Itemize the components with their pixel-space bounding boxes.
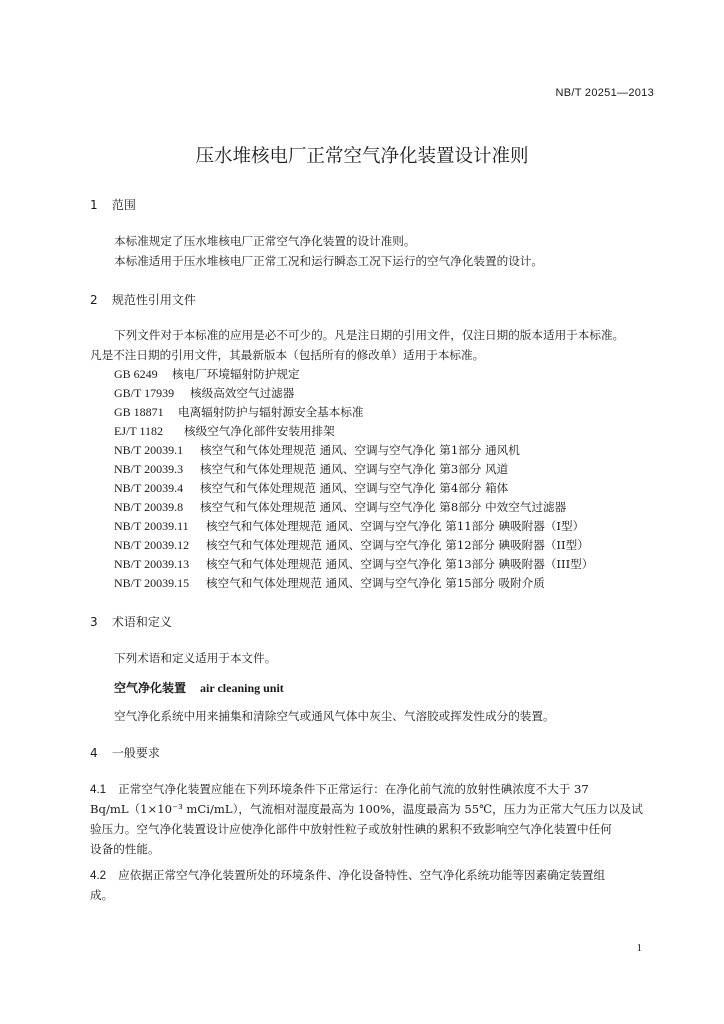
- page-title: 压水堆核电厂正常空气净化装置设计准则: [195, 146, 529, 167]
- reference-title: 核空气和气体处理规范 通风、空调与空气净化 第12部分 碘吸附器（II型）: [206, 538, 589, 552]
- clause-4-1: [90, 781, 589, 797]
- reference-title: 核空气和气体处理规范 通风、空调与空气净化 第4部分 箱体: [200, 481, 509, 495]
- reference-code: NB/T 20039.8: [114, 500, 184, 514]
- reference-item: [114, 423, 335, 439]
- reference-item: [114, 461, 508, 477]
- reference-item: [114, 518, 584, 534]
- section-number: 2: [90, 293, 98, 307]
- paragraph-line: 验压力。空气净化装置设计应使净化部件中放射性粒子或放射性碘的累积不致影响空气净化装置中任何: [90, 822, 612, 836]
- reference-item: [114, 499, 566, 515]
- reference-item: [114, 556, 593, 572]
- paragraph-line: Bq/mL（1×10⁻³ mCi/mL），气流相对湿度最高为 100%，温度最高为 55℃，压力为正常大气压力以及试: [90, 802, 643, 816]
- reference-item: [114, 442, 520, 458]
- reference-code: EJ/T 1182: [114, 424, 164, 438]
- paragraph-line: 下列文件对于本标准的应用是必不可少的。凡是注日期的引用文件，仅注日期的版本适用于本标准。: [114, 328, 625, 342]
- reference-code: GB 6249: [114, 367, 158, 381]
- reference-item: [114, 385, 294, 401]
- paragraph-line: 本标准规定了压水堆核电厂正常空气净化装置的设计准则。: [114, 234, 416, 248]
- section-title: 术语和定义: [111, 615, 172, 629]
- term-entry: [114, 679, 284, 696]
- reference-code: NB/T 20039.4: [114, 481, 184, 495]
- reference-title: 电离辐射防护与辐射源安全基本标准: [178, 405, 364, 419]
- section-number: 3: [90, 615, 98, 629]
- reference-item: [114, 366, 300, 382]
- reference-code: GB 18871: [114, 405, 164, 419]
- paragraph-line: 本标准适用于压水堆核电厂正常工况和运行瞬态工况下运行的空气净化装置的设计。: [114, 254, 543, 268]
- term-chinese: 空气净化装置: [114, 681, 187, 695]
- reference-code: NB/T 20039.15: [114, 576, 190, 590]
- reference-code: NB/T 20039.3: [114, 462, 184, 476]
- reference-code: NB/T 20039.11: [114, 519, 189, 533]
- section-3-heading: [90, 613, 172, 630]
- paragraph-line: 正常空气净化装置应能在下列环境条件下正常运行：在净化前气流的放射性碘浓度不大于 37: [118, 782, 589, 796]
- paragraph-line: 成。: [90, 888, 114, 902]
- reference-item: [114, 480, 508, 496]
- reference-title: 核空气和气体处理规范 通风、空调与空气净化 第1部分 通风机: [200, 443, 520, 457]
- section-4-heading: [90, 744, 160, 761]
- reference-code: NB/T 20039.1: [114, 443, 184, 457]
- reference-code: NB/T 20039.13: [114, 557, 190, 571]
- clause-number: 4.2: [90, 869, 107, 882]
- reference-title: 核电厂环境辐射防护规定: [172, 367, 300, 381]
- paragraph-line: 设备的性能。: [90, 842, 160, 856]
- section-title: 一般要求: [111, 746, 160, 760]
- paragraph-line: 凡是不注日期的引用文件，其最新版本（包括所有的修改单）适用于本标准。: [90, 348, 485, 362]
- document-code: NB/T 20251—2013: [555, 87, 654, 99]
- section-number: 4: [90, 746, 98, 760]
- section-1-heading: [90, 196, 136, 213]
- reference-title: 核空气和气体处理规范 通风、空调与空气净化 第3部分 风道: [200, 462, 509, 476]
- section-2-heading: [90, 291, 196, 308]
- term-definition: 空气净化系统中用来捕集和清除空气或通风气体中灰尘、气溶胶或挥发性成分的装置。: [114, 709, 555, 723]
- paragraph-line: 应依据正常空气净化装置所处的环境条件、净化设备特性、空气净化系统功能等因素确定装置组: [118, 868, 606, 882]
- section-title: 范围: [111, 198, 136, 212]
- reference-title: 核空气和气体处理规范 通风、空调与空气净化 第11部分 碘吸附器（I型）: [206, 519, 585, 533]
- section-number: 1: [90, 198, 98, 212]
- reference-code: GB/T 17939: [114, 386, 175, 400]
- reference-title: 核级空气净化部件安装用排架: [184, 424, 335, 438]
- reference-title: 核级高效空气过滤器: [190, 386, 295, 400]
- reference-item: [114, 404, 364, 420]
- paragraph-line: 下列术语和定义适用于本文件。: [114, 651, 277, 665]
- clause-4-2: [90, 867, 605, 883]
- term-english: air cleaning unit: [200, 681, 284, 695]
- reference-code: NB/T 20039.12: [114, 538, 190, 552]
- clause-number: 4.1: [90, 783, 107, 796]
- reference-item: [114, 537, 589, 553]
- page-number: 1: [636, 942, 642, 954]
- reference-title: 核空气和气体处理规范 通风、空调与空气净化 第15部分 吸附介质: [206, 576, 545, 590]
- reference-item: [114, 575, 545, 591]
- section-title: 规范性引用文件: [111, 293, 196, 307]
- reference-title: 核空气和气体处理规范 通风、空调与空气净化 第8部分 中效空气过滤器: [200, 500, 567, 514]
- reference-title: 核空气和气体处理规范 通风、空调与空气净化 第13部分 碘吸附器（III型）: [206, 557, 594, 571]
